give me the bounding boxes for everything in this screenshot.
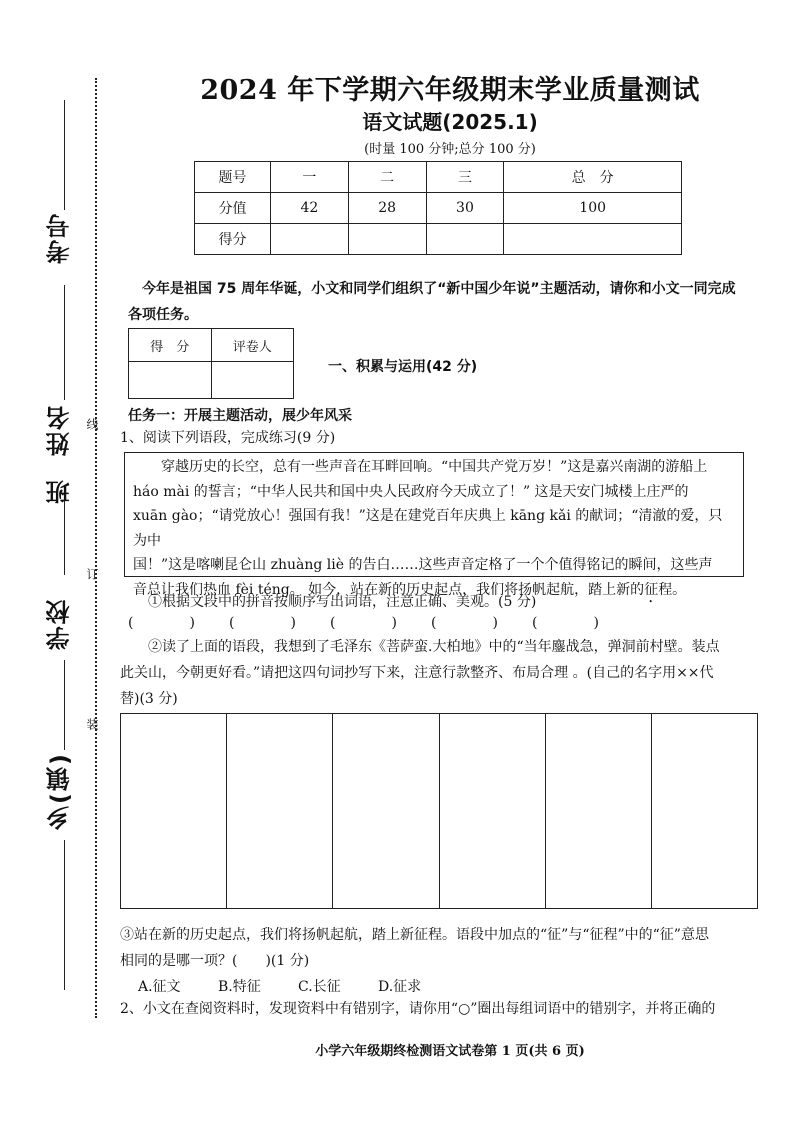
grid-column[interactable] <box>546 714 652 908</box>
score-table-values-row <box>195 193 682 224</box>
section-title: 一、积累与运用(42 分) <box>328 359 478 375</box>
answer-blanks <box>128 612 633 632</box>
xian-mark: 线 <box>85 418 99 430</box>
dotted-character: 征 <box>644 581 659 598</box>
exam-no-label: 考号 <box>46 212 74 264</box>
score-table-cell: 得分 <box>195 224 271 255</box>
q1-2-line: 此关山，今朝更好看。”请把这四句词抄写下来，注意行款整齐、布局合理 。(自己的名字用××代 <box>120 665 714 681</box>
score-table-cell: 分值 <box>195 193 271 224</box>
q1-3-line: 相同的是哪一项？( )(1 分) <box>120 953 310 969</box>
score-table-cell: 28 <box>348 193 426 224</box>
answer-blank[interactable]: ( ) <box>330 615 397 631</box>
class-label: 班 <box>46 478 74 504</box>
score-table-cell: 二 <box>348 162 426 193</box>
score-table-score-row <box>195 224 682 255</box>
score-table <box>194 161 682 255</box>
ding-mark: 订 <box>85 568 99 580</box>
grader-score-label: 得 分 <box>129 329 212 362</box>
grid-column[interactable] <box>440 714 546 908</box>
score-table-header-row <box>195 162 682 193</box>
option-a[interactable]: A.征文 <box>138 979 181 995</box>
score-table-cell: 42 <box>271 193 349 224</box>
name-line <box>64 285 65 400</box>
question-1-title: 1、阅读下列语段，完成练习(9 分) <box>120 430 336 446</box>
score-table-cell: 三 <box>426 162 504 193</box>
grid-column[interactable] <box>227 714 333 908</box>
page-footer: 小学六年级期终检测语文试卷第 1 页(共 6 页) <box>315 1044 585 1059</box>
passage-line: 穿越历史的长空，总有一些声音在耳畔回响。“中国共产党万岁！”这是嘉兴南湖的游船上 <box>161 459 708 475</box>
town-label: 乡(镇) <box>46 752 74 830</box>
q1-3-line: ③站在新的历史起点，我们将扬帆起航，踏上新征程。语段中加点的“征”与“征程”中的“征”意思 <box>120 927 709 943</box>
score-entry-cell[interactable] <box>426 224 504 255</box>
question-1-3 <box>120 922 760 1000</box>
answer-blank[interactable]: ( ) <box>128 615 195 631</box>
grader-name-entry[interactable] <box>211 362 294 399</box>
answer-blank[interactable]: ( ) <box>431 615 498 631</box>
answer-blank[interactable]: ( ) <box>229 615 296 631</box>
answer-blank[interactable]: ( ) <box>532 615 599 631</box>
grader-name-label: 评卷人 <box>211 329 294 362</box>
passage-line: xuān gào；“请党放心！强国有我！”这是在建党百年庆典上 kāng kǎi 的献词；“清澈的爱，只为中 <box>133 508 723 549</box>
passage-line: háo mài 的誓言；“中华人民共和国中央人民政府今天成立了！” 这是天安门城楼上庄严的 <box>133 483 689 500</box>
intro-text: 今年是祖国 75 周年华诞，小文和同学们组织了“新中国少年说”主题活动，请你和小文一同完成各项任务。 <box>128 281 736 323</box>
score-table-cell: 题号 <box>195 162 271 193</box>
option-b[interactable]: B.特征 <box>218 979 261 995</box>
grid-column[interactable] <box>333 714 439 908</box>
score-table-cell: 30 <box>426 193 504 224</box>
task-title: 任务一：开展主题活动，展少年风采 <box>128 408 352 424</box>
question-2: 2、小文在查阅资料时，发现资料中有错别字，请你用“○”圈出每组词语中的错别字，并将正确的 <box>120 1001 716 1017</box>
name-label: 姓名 <box>46 404 74 456</box>
question-1-2 <box>120 634 760 712</box>
exam-subtitle: 语文试题(2025.1) <box>362 110 538 134</box>
exam-no-line <box>64 100 65 210</box>
exam-title: 2024 年下学期六年级期末学业质量测试 <box>200 75 700 106</box>
score-table-cell: 一 <box>271 162 349 193</box>
school-label: 学校 <box>46 598 74 650</box>
passage-line: 国！”这是喀喇昆仑山 zhuàng liè 的告白……这些声音定格了一个个值得铭记的瞬间，这些声 <box>133 557 713 573</box>
town-line <box>64 840 65 990</box>
score-entry-cell[interactable] <box>271 224 349 255</box>
copy-writing-grid[interactable] <box>120 713 758 909</box>
score-table-cell: 100 <box>504 193 682 224</box>
passage-line-end: 程。 <box>658 581 687 598</box>
score-table-cell: 总 分 <box>504 162 682 193</box>
question-1-1: ①根据文段中的拼音按顺序写出词语，注意正确、美观。(5 分) <box>148 594 537 610</box>
score-entry-cell[interactable] <box>348 224 426 255</box>
school-line <box>64 660 65 750</box>
score-entry-cell[interactable] <box>504 224 682 255</box>
grid-column[interactable] <box>652 714 757 908</box>
zhuang-mark: 装 <box>85 718 99 730</box>
grader-table <box>128 328 294 399</box>
grader-score-entry[interactable] <box>129 362 212 399</box>
binding-dotted-line <box>95 78 97 1018</box>
q1-2-line: 替)(3 分) <box>120 691 178 707</box>
option-d[interactable]: D.征求 <box>378 979 422 995</box>
reading-passage <box>124 452 744 598</box>
grid-column[interactable] <box>121 714 227 908</box>
passage-line: 音总让我们热血 fèi téng。 如今，站在新的历史起点，我们将扬帆起航，踏上新的 <box>133 581 645 598</box>
q1-2-line: ②读了上面的语段，我想到了毛泽东《菩萨蛮.大柏地》中的“当年鏖战急，弹洞前村壁。装点 <box>148 639 720 655</box>
time-info: (时量 100 分钟;总分 100 分) <box>364 142 536 157</box>
option-c[interactable]: C.长征 <box>298 979 341 995</box>
class-blank-line <box>64 500 65 575</box>
